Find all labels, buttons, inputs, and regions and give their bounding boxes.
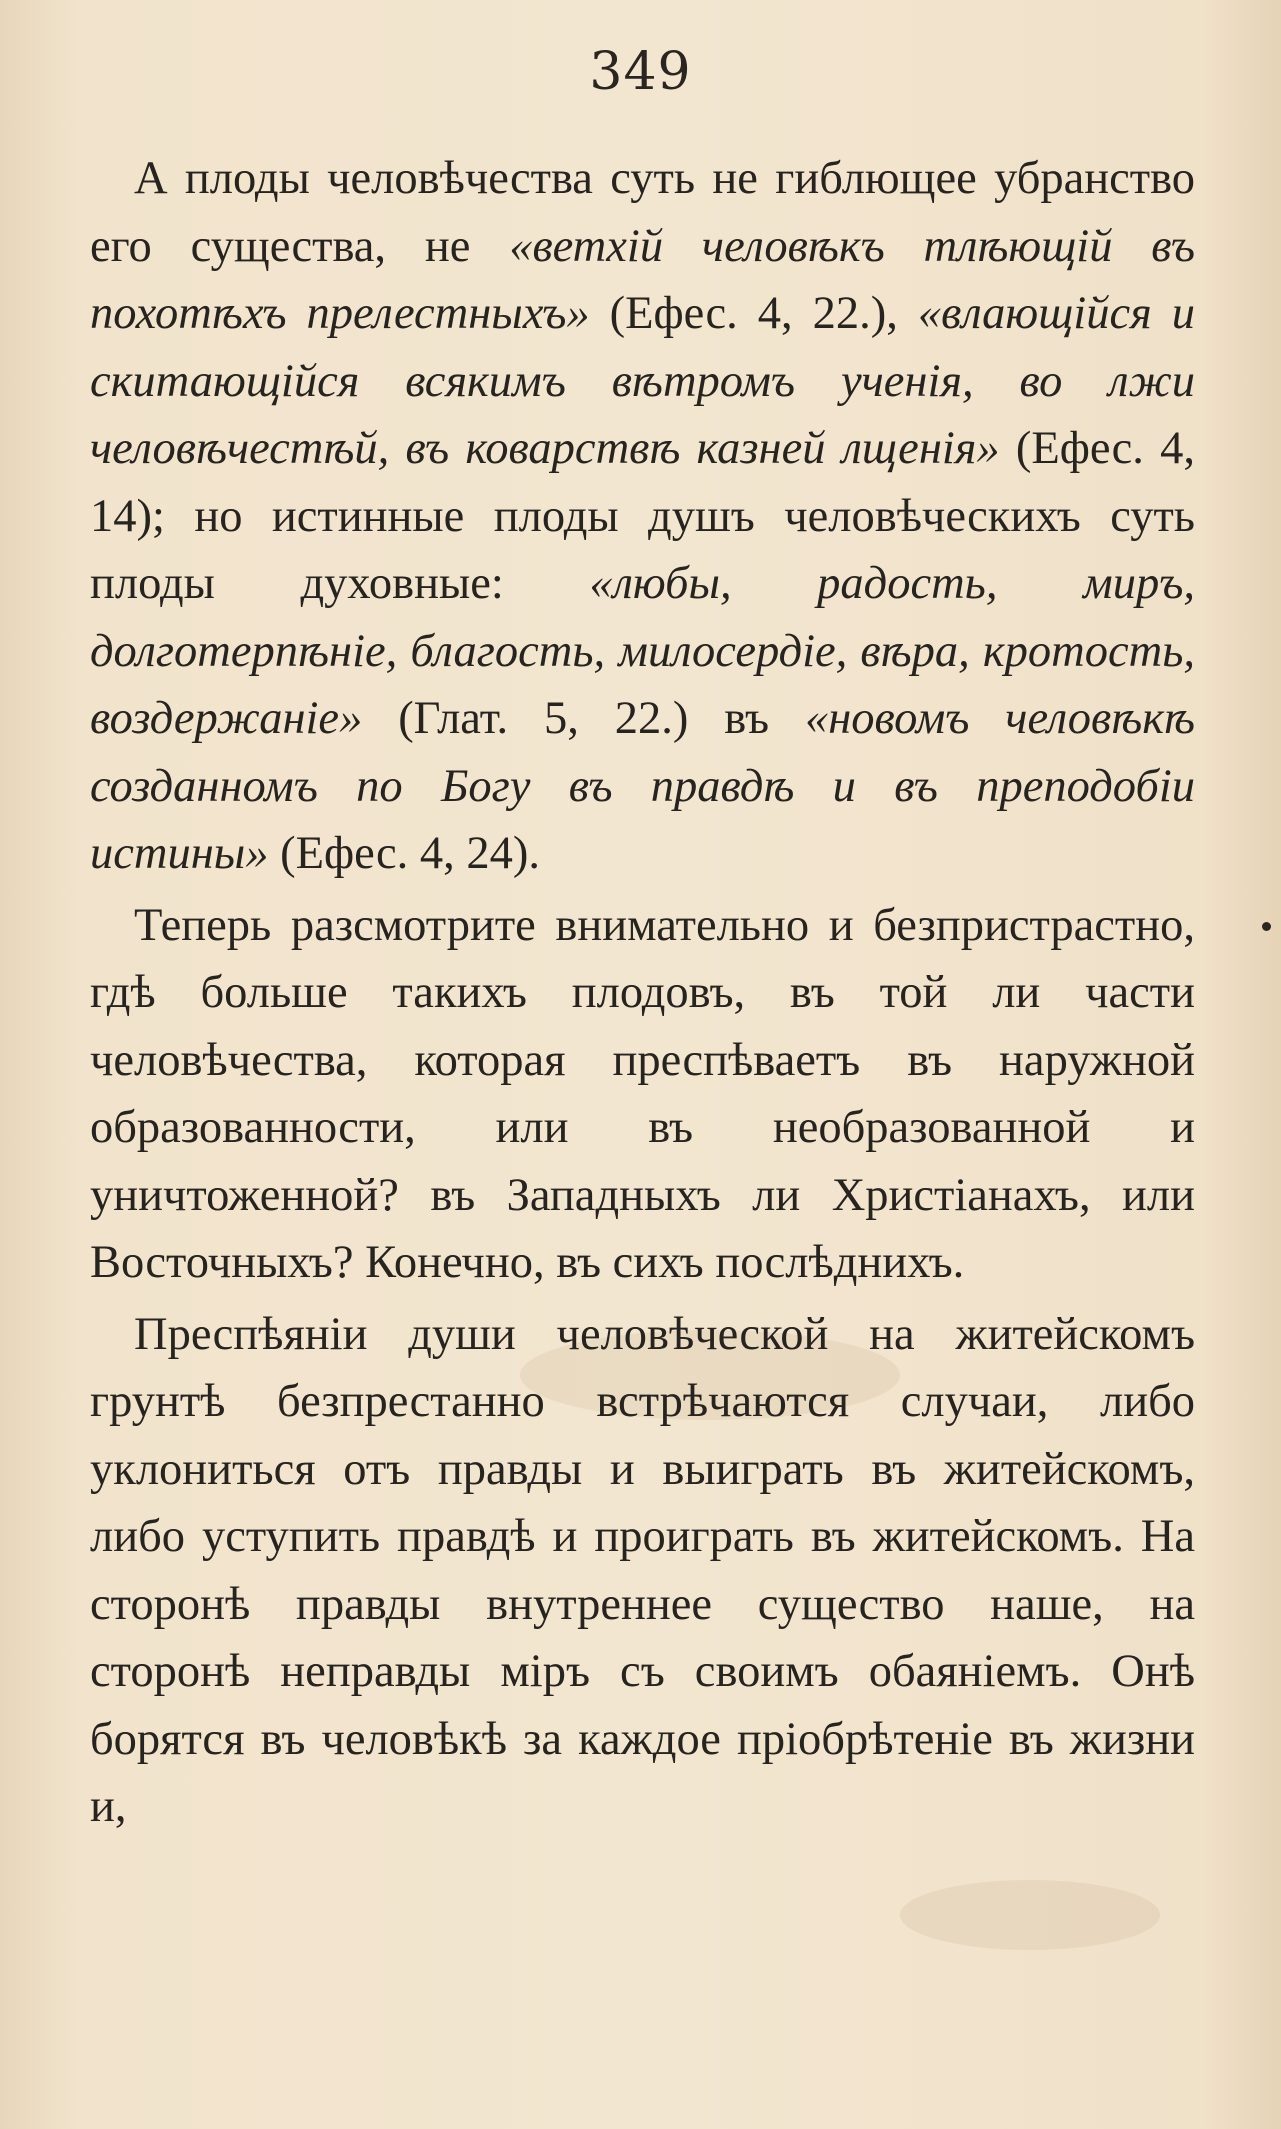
text-run: Преспѣяніи души человѣческой на житейскомъ грунтѣ безпрестанно встрѣчаются случаи, либо уклониться отъ правды и выиграть въ житейскомъ, либо уступить правдѣ и проиграть въ житейскомъ. На сторонѣ правды внутреннее существо наше, на сторонѣ неправды міръ съ своимъ обаяніемъ. Онѣ борятся въ человѣкѣ за каждое пріобрѣтеніе въ жизни и, — [90, 1308, 1195, 1832]
text-run: (Глат. 5, 22.) въ — [362, 693, 805, 744]
text-run: А плоды человѣчества суть не гиблющее убранство его существа, не — [90, 153, 1195, 272]
text-run: (Ефес. 4, 22.), — [589, 288, 918, 339]
page-number: 349 — [589, 42, 692, 102]
body-text — [90, 145, 1195, 1841]
ink-mark — [1262, 922, 1271, 931]
paragraph — [90, 1301, 1195, 1841]
scripture-quote: «любы, радость, миръ, долготерпѣніе, благость, милосердіе, вѣра, кротость, воздержаніе» — [90, 558, 1195, 744]
scripture-quote: «влающійся и скитающійся всякимъ вѣтромъ ученія, во лжи человѣчестѣй, въ коварствѣ казней лщенія» — [90, 288, 1195, 474]
text-run: Теперь разсмотрите внимательно и безпристрастно, гдѣ больше такихъ плодовъ, въ той ли части человѣчества, которая преспѣваетъ въ наружной образованности, или въ необразованной и уничтоженной? въ Западныхъ ли Христіанахъ, или Восточныхъ? Конечно, въ сихъ послѣднихъ. — [90, 899, 1195, 1288]
paragraph — [90, 145, 1195, 888]
paragraph — [90, 892, 1195, 1297]
text-run: (Ефес. 4, 24). — [268, 828, 540, 879]
scripture-quote: «ветхій человѣкъ тлѣющій въ похотѣхъ прелестныхъ» — [90, 220, 1195, 339]
paper-stain — [900, 1880, 1160, 1950]
scripture-quote: «новомъ человѣкѣ созданномъ по Богу въ правдѣ и въ преподобіи истины» — [90, 693, 1195, 879]
text-run: (Ефес. 4, 14); но истинные плоды душъ человѣческихъ суть плоды духовные: — [90, 423, 1195, 609]
